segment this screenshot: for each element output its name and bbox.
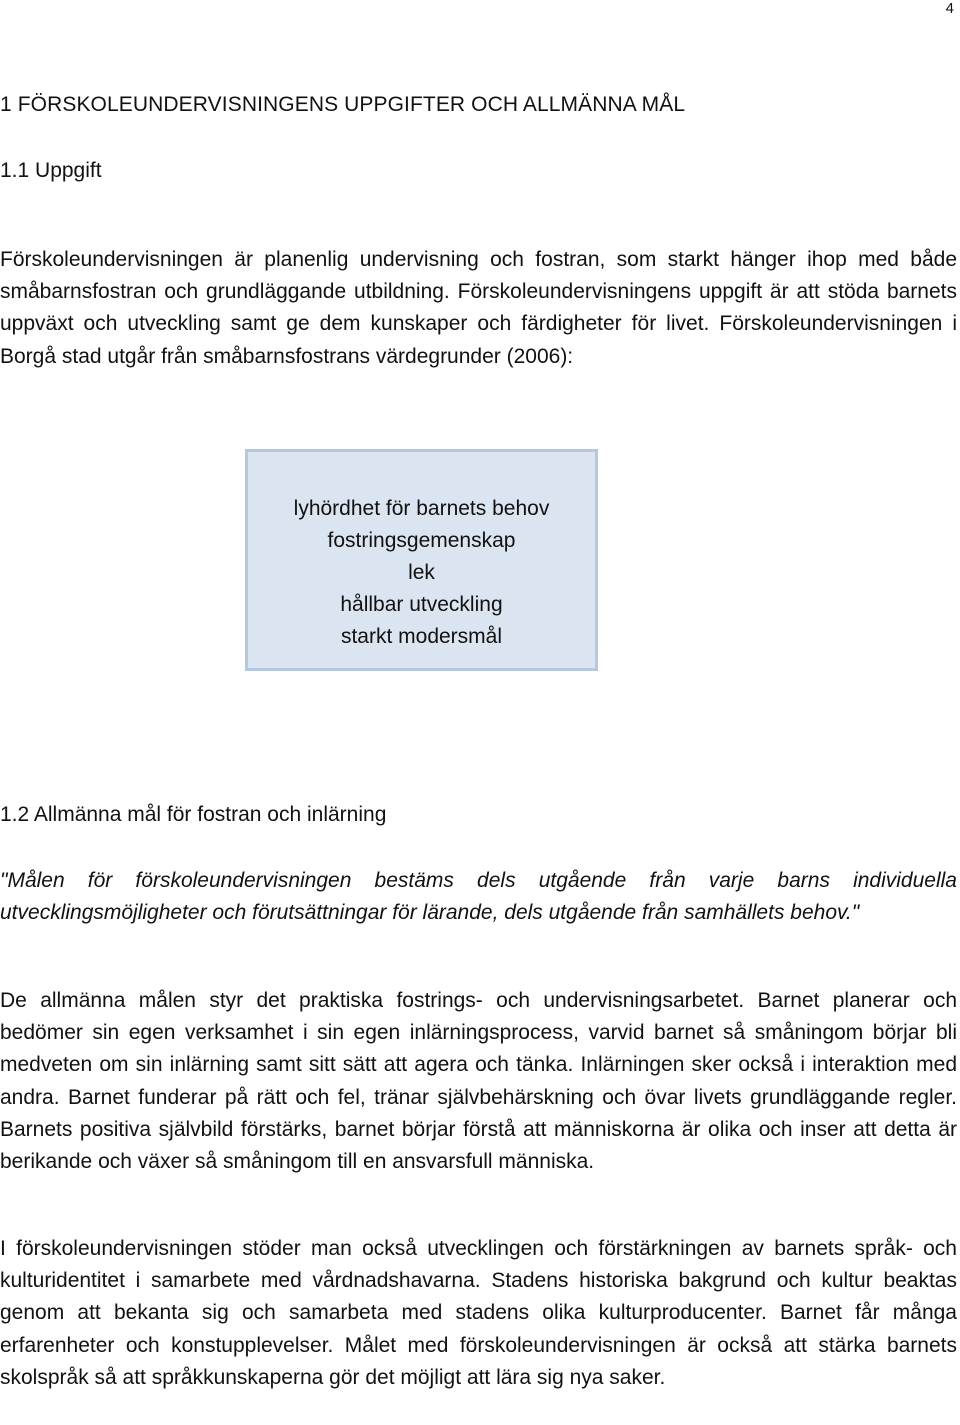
subsection-heading-mal: 1.2 Allmänna mål för fostran och inlärning bbox=[0, 803, 387, 826]
value-item: starkt modersmål bbox=[340, 625, 503, 648]
value-item: lyhördhet för barnets behov bbox=[293, 497, 550, 520]
value-item: lek bbox=[408, 561, 435, 584]
value-item: fostringsgemenskap bbox=[327, 529, 516, 552]
values-box bbox=[245, 449, 598, 671]
value-item: hållbar utveckling bbox=[340, 593, 503, 616]
chapter-heading: 1 FÖRSKOLEUNDERVISNINGENS UPPGIFTER OCH ALLMÄNNA MÅL bbox=[0, 93, 686, 116]
goals-quote: "Målen för förskoleundervisningen bestäms dels utgående från varje barns individuella utvecklingsmöjligheter och förutsättningar för lärande, dels utgående från samhällets behov." bbox=[0, 869, 957, 925]
uppgift-paragraph: Förskoleundervisningen är planenlig undervisning och fostran, som starkt hänger ihop med både småbarnsfostran och grundläggande utbildning. Förskoleundervisningens uppgift är att stöda barnets uppväxt och utveckling samt ge dem kunskaper och färdigheter för livet. Förskoleundervisningen i Borgå stad utgår från småbarnsfostrans värdegrunder (2006): bbox=[0, 248, 957, 368]
goals-paragraph-1: De allmänna målen styr det praktiska fostrings- och undervisningsarbetet. Barnet planerar och bedömer sin egen verksamhet i sin egen inlärningsprocess, varvid barnet så småningom börjar bli medveten om sin inlärning samt sitt sätt att agera och tänka. Inlärningen sker också i interaktion med andra. Barnet funderar på rätt och fel, tränar självbehärskning och övar livets grundläggande regler. Barnets positiva självbild förstärks, barnet börjar förstå att människorna är olika och inser att detta är berikande och växer så småningom till en ansvarsfull människa. bbox=[0, 989, 957, 1174]
goals-paragraph-2: I förskoleundervisningen stöder man också utvecklingen och förstärkningen av barnets språk- och kulturidentitet i samarbete med vårdnadshavarna. Stadens historiska bakgrund och kultur beaktas genom att bekanta sig och samarbeta med stadens olika kulturproducenter. Barnet får många erfarenheter och konstupplevelser. Målet med förskoleundervisningen är också att stärka barnets skolspråk så att språkkunskaperna gör det möjligt att lära sig nya saker. bbox=[0, 1237, 957, 1389]
page-number: 4 bbox=[945, 0, 954, 17]
subsection-heading-uppgift: 1.1 Uppgift bbox=[0, 159, 102, 182]
